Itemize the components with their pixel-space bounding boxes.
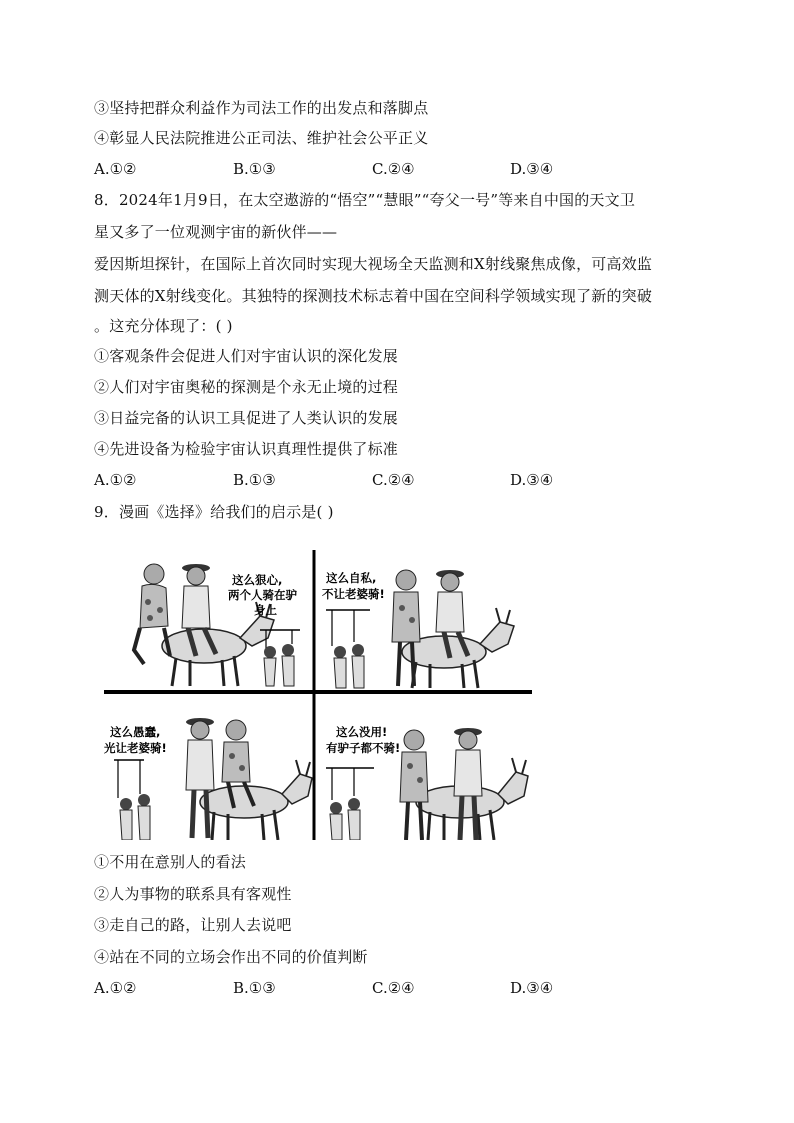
panel-2-caption-line-2: 不让老婆骑!	[322, 587, 385, 601]
panel-4-caption-line-2: 有驴子都不骑!	[326, 741, 401, 755]
q9-item-2: ②人为事物的联系具有客观性	[94, 885, 292, 903]
q9-option-a[interactable]: A.①②	[94, 979, 137, 997]
panel-1-caption-line-1: 这么狠心,	[232, 573, 283, 587]
q9-option-c[interactable]: C.②④	[372, 979, 415, 997]
q8-stem-line-5: 。这充分体现了：( )	[94, 317, 233, 335]
panel-3-caption-line-1: 这么愚蠢,	[110, 725, 161, 739]
comic-panel-1	[134, 564, 300, 686]
q8-item-2: ②人们对宇宙奥秘的探测是个永无止境的过程	[94, 378, 399, 396]
q9-item-1: ①不用在意别人的看法	[94, 853, 247, 871]
panel-4-caption-line-1: 这么没用!	[336, 725, 388, 739]
q8-option-a[interactable]: A.①②	[94, 471, 137, 489]
comic-illustration	[104, 546, 532, 840]
q9-options	[94, 978, 614, 998]
q8-item-3: ③日益完备的认识工具促进了人类认识的发展	[94, 409, 399, 427]
q9-item-4: ④站在不同的立场会作出不同的价值判断	[94, 948, 368, 966]
panel-1-caption-line-3: 身上	[254, 603, 277, 617]
q8-option-b[interactable]: B.①③	[233, 471, 276, 489]
q7-option-b[interactable]: B.①③	[233, 160, 276, 178]
q8-options	[94, 470, 614, 490]
q7-option-c[interactable]: C.②④	[372, 160, 415, 178]
q8-stem-line-2: 星又多了一位观测宇宙的新伙伴——	[94, 223, 338, 241]
q7-item-4: ④彰显人民法院推进公正司法、维护社会公平正义	[94, 129, 429, 147]
q7-item-3: ③坚持把群众利益作为司法工作的出发点和落脚点	[94, 99, 429, 117]
comic-panel-2	[322, 570, 514, 688]
q8-stem-line-4: 测天体的X射线变化。其独特的探测技术标志着中国在空间科学领域实现了新的突破	[94, 287, 653, 305]
comic-panel-3	[104, 718, 312, 840]
q9-item-3: ③走自己的路，让别人去说吧	[94, 916, 292, 934]
q7-option-a[interactable]: A.①②	[94, 160, 137, 178]
q7-options	[94, 159, 614, 179]
q8-item-1: ①客观条件会促进人们对宇宙认识的深化发展	[94, 347, 399, 365]
panel-1-caption-line-2: 两个人骑在驴	[228, 588, 297, 602]
q8-option-c[interactable]: C.②④	[372, 471, 415, 489]
q8-item-4: ④先进设备为检验宇宙认识真理性提供了标准	[94, 440, 399, 458]
panel-3-caption-line-2: 光让老婆骑!	[104, 741, 167, 755]
comic-panel-4	[326, 725, 528, 840]
q9-option-d[interactable]: D.③④	[510, 979, 554, 997]
q8-stem-line-3: 爱因斯坦探针，在国际上首次同时实现大视场全天监测和X射线聚焦成像，可高效监	[94, 255, 653, 273]
choice-comic	[104, 546, 532, 840]
q8-stem-line-1: 8．2024年1月9日，在太空遨游的“悟空”“慧眼”“夸父一号”等来自中国的天文卫	[94, 191, 636, 209]
q9-option-b[interactable]: B.①③	[233, 979, 276, 997]
q7-option-d[interactable]: D.③④	[510, 160, 554, 178]
panel-2-caption-line-1: 这么自私,	[326, 571, 377, 585]
q8-option-d[interactable]: D.③④	[510, 471, 554, 489]
q9-stem: 9．漫画《选择》给我们的启示是( )	[94, 503, 334, 521]
